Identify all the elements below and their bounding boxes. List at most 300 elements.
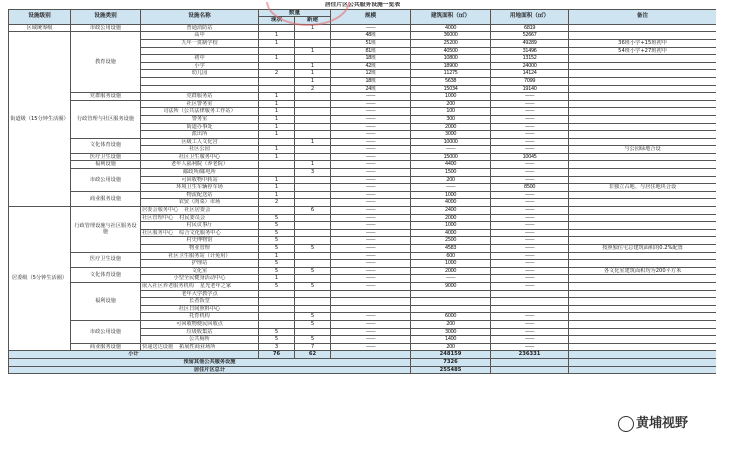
level-cell: 区域统筹级 bbox=[9, 24, 71, 32]
existing-cell bbox=[259, 24, 295, 32]
building-area-cell bbox=[411, 298, 491, 306]
subgroup-label: 社区服务中心 bbox=[142, 229, 174, 236]
name-cell: 街道办事处 bbox=[141, 123, 259, 131]
scale-cell: —— bbox=[331, 343, 411, 351]
building-area-cell: 4000 bbox=[411, 24, 491, 32]
name-cell: 幼儿园 bbox=[141, 70, 259, 78]
land-area-cell: —— bbox=[491, 320, 569, 328]
new-cell: 1 bbox=[295, 138, 331, 146]
existing-cell: 1 bbox=[259, 275, 295, 283]
name-cell: 警务室 bbox=[141, 115, 259, 123]
name-cell bbox=[141, 77, 259, 85]
new-cell bbox=[295, 290, 331, 298]
existing-cell: 5 bbox=[259, 237, 295, 245]
existing-cell: 1 bbox=[259, 93, 295, 101]
facility-name: 村民委员会 bbox=[179, 214, 206, 221]
name-cell: 物流配送站 bbox=[141, 191, 259, 199]
table-title: 居住片区公共服务设施一览表 bbox=[324, 2, 401, 8]
remarks-cell bbox=[569, 161, 717, 169]
building-area-cell: 11275 bbox=[411, 70, 491, 78]
table-row bbox=[9, 169, 717, 177]
remarks-cell bbox=[569, 138, 717, 146]
header-new: 新建 bbox=[295, 17, 331, 25]
existing-cell: 1 bbox=[259, 123, 295, 131]
name-cell: 文化室 bbox=[141, 267, 259, 275]
remarks-cell bbox=[569, 191, 717, 199]
scale-cell: —— bbox=[331, 93, 411, 101]
name-cell bbox=[141, 229, 259, 237]
table-row bbox=[9, 100, 717, 108]
existing-cell: 3 bbox=[259, 343, 295, 351]
land-area-cell bbox=[491, 298, 569, 306]
new-cell: 5 bbox=[295, 282, 331, 290]
land-area-cell bbox=[491, 290, 569, 298]
remarks-cell bbox=[569, 55, 717, 63]
existing-cell: 1 bbox=[259, 100, 295, 108]
existing-cell: 5 bbox=[259, 229, 295, 237]
land-area-cell: —— bbox=[491, 229, 569, 237]
existing-cell: 1 bbox=[259, 55, 295, 63]
name-cell: 九年一贯制学校 bbox=[141, 39, 259, 47]
wechat-logo-icon bbox=[618, 416, 634, 432]
new-cell: 5 bbox=[295, 267, 331, 275]
new-cell bbox=[295, 153, 331, 161]
new-cell bbox=[295, 108, 331, 116]
scale-cell: 51班 bbox=[331, 39, 411, 47]
name-cell: 普通消防站 bbox=[141, 24, 259, 32]
scale-cell: —— bbox=[331, 153, 411, 161]
new-cell bbox=[295, 123, 331, 131]
name-cell bbox=[141, 85, 259, 93]
building-area-cell: 2000 bbox=[411, 267, 491, 275]
scale-cell: —— bbox=[331, 138, 411, 146]
land-area-cell: 6819 bbox=[491, 24, 569, 32]
header-scale: 规模 bbox=[331, 9, 411, 24]
building-area-cell: —— bbox=[411, 146, 491, 154]
remarks-cell bbox=[569, 93, 717, 101]
category-cell: 福利设施 bbox=[71, 161, 141, 169]
existing-cell: 1 bbox=[259, 131, 295, 139]
land-area-cell: —— bbox=[491, 267, 569, 275]
watermark-text: 黄埔视野 bbox=[636, 416, 689, 431]
scale-cell: 48班 bbox=[331, 32, 411, 40]
new-cell bbox=[295, 55, 331, 63]
category-cell: 教育设施 bbox=[71, 32, 141, 93]
name-cell: 初中 bbox=[141, 55, 259, 63]
name-cell: 区级工人文化宫 bbox=[141, 138, 259, 146]
new-cell: 1 bbox=[295, 161, 331, 169]
land-area-cell: —— bbox=[491, 123, 569, 131]
building-area-cell: 200 bbox=[411, 100, 491, 108]
building-area-cell: 3000 bbox=[411, 328, 491, 336]
name-cell: 高中 bbox=[141, 32, 259, 40]
scale-cell: —— bbox=[331, 176, 411, 184]
scale-cell: 18班 bbox=[331, 55, 411, 63]
new-cell bbox=[295, 237, 331, 245]
land-area-cell: —— bbox=[491, 93, 569, 101]
new-cell bbox=[295, 93, 331, 101]
land-area-cell: —— bbox=[491, 343, 569, 351]
existing-cell bbox=[259, 47, 295, 55]
subtotal-scale bbox=[331, 351, 411, 359]
remarks-cell bbox=[569, 260, 717, 268]
building-area-cell: 200 bbox=[411, 320, 491, 328]
building-area-cell: 10000 bbox=[411, 138, 491, 146]
new-cell bbox=[295, 199, 331, 207]
scale-cell: 12班 bbox=[331, 70, 411, 78]
building-area-cell: 36000 bbox=[411, 32, 491, 40]
name-cell: 小型全民健身活动中心 bbox=[141, 275, 259, 283]
scale-cell: 81班 bbox=[331, 47, 411, 55]
existing-cell bbox=[259, 77, 295, 85]
name-cell: 老年大学教学点 bbox=[141, 290, 259, 298]
remarks-cell bbox=[569, 229, 717, 237]
name-cell: 司法所（公共法律服务工作站） bbox=[141, 108, 259, 116]
existing-cell: 1 bbox=[259, 191, 295, 199]
scale-cell bbox=[331, 298, 411, 306]
building-area-cell bbox=[411, 305, 491, 313]
land-area-cell: —— bbox=[491, 245, 569, 253]
building-area-cell: —— bbox=[411, 184, 491, 192]
name-cell: 垃圾收集站 bbox=[141, 328, 259, 336]
name-cell: 社区卫生服务中心 bbox=[141, 153, 259, 161]
remarks-cell bbox=[569, 237, 717, 245]
subgroup-label: 居委会服务中心 bbox=[142, 207, 179, 214]
category-cell: 医疗卫生设施 bbox=[71, 153, 141, 161]
building-area-cell: 100 bbox=[411, 108, 491, 116]
building-area-cell: 18900 bbox=[411, 62, 491, 70]
table-row bbox=[9, 267, 717, 275]
existing-cell bbox=[259, 169, 295, 177]
scale-cell: —— bbox=[331, 184, 411, 192]
table-row bbox=[9, 282, 717, 290]
name-cell: 可回收物中转站 bbox=[141, 176, 259, 184]
table-row bbox=[9, 252, 717, 260]
land-area-cell: —— bbox=[491, 100, 569, 108]
new-cell bbox=[295, 131, 331, 139]
scale-cell: —— bbox=[331, 229, 411, 237]
scale-cell: —— bbox=[331, 207, 411, 215]
existing-cell: 5 bbox=[259, 282, 295, 290]
new-cell: 6 bbox=[295, 207, 331, 215]
building-area-cell: 1500 bbox=[411, 169, 491, 177]
building-area-cell: 4000 bbox=[411, 229, 491, 237]
subtotal-remarks bbox=[569, 351, 717, 359]
scale-cell: —— bbox=[331, 252, 411, 260]
remarks-cell bbox=[569, 169, 717, 177]
land-area-cell: —— bbox=[491, 131, 569, 139]
remarks-cell bbox=[569, 214, 717, 222]
total-row bbox=[9, 366, 717, 374]
name-cell: 物业管理 bbox=[141, 245, 259, 253]
land-area-cell: 52667 bbox=[491, 32, 569, 40]
remarks-cell: 非独立占地、与居住地块合设 bbox=[569, 184, 717, 192]
remarks-cell bbox=[569, 62, 717, 70]
building-area-cell: —— bbox=[411, 275, 491, 283]
building-area-cell: 1000 bbox=[411, 93, 491, 101]
building-area-cell: 15000 bbox=[411, 153, 491, 161]
name-cell: 村史博物馆 bbox=[141, 237, 259, 245]
building-area-cell: 2400 bbox=[411, 207, 491, 215]
reserved-label: 预留其他公共服务设施 bbox=[9, 358, 411, 366]
new-cell: 3 bbox=[295, 169, 331, 177]
name-cell bbox=[141, 207, 259, 215]
remarks-cell: 与公园绿地合设 bbox=[569, 146, 717, 154]
building-area-cell: 15034 bbox=[411, 85, 491, 93]
existing-cell: 1 bbox=[259, 176, 295, 184]
land-area-cell: —— bbox=[491, 108, 569, 116]
name-cell bbox=[141, 343, 259, 351]
building-area-cell: 200 bbox=[411, 343, 491, 351]
category-cell: 党群服务设施 bbox=[71, 93, 141, 101]
existing-cell bbox=[259, 298, 295, 306]
new-cell bbox=[295, 39, 331, 47]
building-area-cell: 6000 bbox=[411, 313, 491, 321]
category-cell: 商业服务设施 bbox=[71, 343, 141, 351]
remarks-cell bbox=[569, 100, 717, 108]
land-area-cell: —— bbox=[491, 282, 569, 290]
facility-table-sheet bbox=[8, 2, 716, 438]
remarks-cell: 54班小学+27班初中 bbox=[569, 47, 717, 55]
scale-cell: —— bbox=[331, 169, 411, 177]
building-area-cell: 25200 bbox=[411, 39, 491, 47]
new-cell: 5 bbox=[295, 245, 331, 253]
remarks-cell bbox=[569, 115, 717, 123]
header-quantity: 数量 bbox=[259, 9, 331, 17]
land-area-cell: —— bbox=[491, 336, 569, 344]
category-cell: 医疗卫生设施 bbox=[71, 252, 141, 267]
scale-cell: —— bbox=[331, 245, 411, 253]
facility-name: 拓展性商业场所 bbox=[179, 343, 216, 350]
new-cell: 5 bbox=[295, 336, 331, 344]
land-area-cell: —— bbox=[491, 275, 569, 283]
table-row bbox=[9, 153, 717, 161]
name-cell: 村民议事厅 bbox=[141, 222, 259, 230]
existing-cell: 2 bbox=[259, 70, 295, 78]
building-area-cell: 4583 bbox=[411, 245, 491, 253]
scale-cell: —— bbox=[331, 214, 411, 222]
name-cell bbox=[141, 282, 259, 290]
remarks-cell bbox=[569, 131, 717, 139]
subtotal-building-area: 248159 bbox=[411, 351, 491, 359]
total-label: 居住片区总计 bbox=[9, 366, 411, 374]
category-cell: 文化体育设施 bbox=[71, 138, 141, 153]
subtotal-row bbox=[9, 351, 717, 359]
land-area-cell bbox=[491, 305, 569, 313]
remarks-cell bbox=[569, 24, 717, 32]
header-remarks: 备注 bbox=[569, 9, 717, 24]
scale-cell: —— bbox=[331, 191, 411, 199]
new-cell: 7 bbox=[295, 343, 331, 351]
remarks-cell bbox=[569, 108, 717, 116]
name-cell bbox=[141, 214, 259, 222]
name-cell: 老年人福利院（养老院） bbox=[141, 161, 259, 169]
table-row bbox=[9, 32, 717, 40]
remarks-cell bbox=[569, 305, 717, 313]
building-area-cell: 2000 bbox=[411, 214, 491, 222]
table-row bbox=[9, 320, 717, 328]
table-row bbox=[9, 191, 717, 199]
total-land-area bbox=[491, 366, 569, 374]
existing-cell bbox=[259, 305, 295, 313]
land-area-cell: —— bbox=[491, 138, 569, 146]
header-level: 设施级别 bbox=[9, 9, 71, 24]
building-area-cell: 4400 bbox=[411, 161, 491, 169]
remarks-cell: 36班小学+15班初中 bbox=[569, 39, 717, 47]
subtotal-new: 62 bbox=[295, 351, 331, 359]
scale-cell: 18班 bbox=[331, 77, 411, 85]
category-cell: 市政公用设施 bbox=[71, 320, 141, 343]
subtotal-label: 小计 bbox=[9, 351, 259, 359]
total-remarks bbox=[569, 366, 717, 374]
subtotal-land-area: 236331 bbox=[491, 351, 569, 359]
scale-cell: —— bbox=[331, 328, 411, 336]
subgroup-label: 嵌入社区养老服务机构 bbox=[142, 282, 194, 289]
category-cell: 文化体育设施 bbox=[71, 267, 141, 282]
header-name: 设施名称 bbox=[141, 9, 259, 24]
name-cell: 农贸（肉菜）市场 bbox=[141, 199, 259, 207]
scale-cell: —— bbox=[331, 100, 411, 108]
table-row bbox=[9, 207, 717, 215]
new-cell: 1 bbox=[295, 62, 331, 70]
scale-cell: —— bbox=[331, 313, 411, 321]
remarks-cell bbox=[569, 313, 717, 321]
building-area-cell: 2000 bbox=[411, 123, 491, 131]
remarks-cell bbox=[569, 176, 717, 184]
existing-cell: 1 bbox=[259, 115, 295, 123]
name-cell: 托育机构 bbox=[141, 313, 259, 321]
existing-cell bbox=[259, 290, 295, 298]
name-cell: 邮政所/邮电所 bbox=[141, 169, 259, 177]
remarks-cell bbox=[569, 328, 717, 336]
facility-table bbox=[8, 2, 716, 374]
remarks-cell bbox=[569, 222, 717, 230]
building-area-cell: 1000 bbox=[411, 191, 491, 199]
land-area-cell: —— bbox=[491, 207, 569, 215]
name-cell: 社区卫生服务站（计免用） bbox=[141, 252, 259, 260]
table-row bbox=[9, 24, 717, 32]
land-area-cell: 31496 bbox=[491, 47, 569, 55]
land-area-cell: 10045 bbox=[491, 153, 569, 161]
remarks-cell bbox=[569, 77, 717, 85]
building-area-cell: 4000 bbox=[411, 199, 491, 207]
existing-cell: 5 bbox=[259, 267, 295, 275]
new-cell bbox=[295, 184, 331, 192]
scale-cell bbox=[331, 305, 411, 313]
new-cell bbox=[295, 191, 331, 199]
header-existing: 现状 bbox=[259, 17, 295, 25]
scale-cell: —— bbox=[331, 108, 411, 116]
remarks-cell bbox=[569, 336, 717, 344]
header-building-area: 建筑面积（㎡） bbox=[411, 9, 491, 24]
category-cell: 市政公用设施 bbox=[71, 24, 141, 32]
new-cell bbox=[295, 176, 331, 184]
scale-cell: —— bbox=[331, 131, 411, 139]
scale-cell bbox=[331, 290, 411, 298]
land-area-cell: 8500 bbox=[491, 184, 569, 192]
existing-cell: 1 bbox=[259, 146, 295, 154]
watermark bbox=[618, 412, 688, 432]
name-cell: 环境卫生车辆停车场 bbox=[141, 184, 259, 192]
scale-cell: —— bbox=[331, 237, 411, 245]
existing-cell: 1 bbox=[259, 184, 295, 192]
name-cell: 社区公园 bbox=[141, 146, 259, 154]
existing-cell bbox=[259, 62, 295, 70]
new-cell: 1 bbox=[295, 24, 331, 32]
new-cell bbox=[295, 305, 331, 313]
scale-cell: 24班 bbox=[331, 85, 411, 93]
scale-cell: —— bbox=[331, 260, 411, 268]
existing-cell: 5 bbox=[259, 245, 295, 253]
land-area-cell: —— bbox=[491, 237, 569, 245]
land-area-cell: —— bbox=[491, 161, 569, 169]
new-cell bbox=[295, 146, 331, 154]
land-area-cell: 14124 bbox=[491, 70, 569, 78]
building-area-cell: 9000 bbox=[411, 282, 491, 290]
scale-cell: —— bbox=[331, 222, 411, 230]
scale-cell: —— bbox=[331, 161, 411, 169]
remarks-cell: 按照独住宅总建筑面积的0.2%配置 bbox=[569, 245, 717, 253]
land-area-cell: —— bbox=[491, 214, 569, 222]
land-area-cell: 7099 bbox=[491, 77, 569, 85]
new-cell: 2 bbox=[295, 85, 331, 93]
category-cell: 市政公用设施 bbox=[71, 169, 141, 192]
new-cell: 5 bbox=[295, 320, 331, 328]
existing-cell: 1 bbox=[259, 153, 295, 161]
reserved-building-area: 7326 bbox=[411, 358, 491, 366]
name-cell: 小学 bbox=[141, 62, 259, 70]
name-cell: 可回收物便民回收点 bbox=[141, 320, 259, 328]
land-area-cell: —— bbox=[491, 115, 569, 123]
new-cell: 1 bbox=[295, 47, 331, 55]
subgroup-label: 快递送达设施 bbox=[142, 343, 174, 350]
new-cell: 1 bbox=[295, 77, 331, 85]
land-area-cell: 19140 bbox=[491, 85, 569, 93]
new-cell bbox=[295, 214, 331, 222]
name-cell: 社区警务室 bbox=[141, 100, 259, 108]
header-land-area: 用地面积（㎡） bbox=[491, 9, 569, 24]
table-row bbox=[9, 93, 717, 101]
existing-cell bbox=[259, 320, 295, 328]
existing-cell bbox=[259, 207, 295, 215]
reserved-row bbox=[9, 358, 717, 366]
table-body bbox=[9, 24, 717, 351]
remarks-cell bbox=[569, 290, 717, 298]
existing-cell: 2 bbox=[259, 199, 295, 207]
land-area-cell: —— bbox=[491, 328, 569, 336]
remarks-cell bbox=[569, 207, 717, 215]
remarks-cell bbox=[569, 153, 717, 161]
facility-name: 社区居委会 bbox=[184, 207, 211, 214]
land-area-cell: —— bbox=[491, 199, 569, 207]
remarks-cell bbox=[569, 320, 717, 328]
new-cell bbox=[295, 32, 331, 40]
remarks-cell bbox=[569, 252, 717, 260]
land-area-cell: 24000 bbox=[491, 62, 569, 70]
existing-cell: 5 bbox=[259, 260, 295, 268]
category-cell: 福利设施 bbox=[71, 282, 141, 320]
building-area-cell: 600 bbox=[411, 252, 491, 260]
scale-cell: —— bbox=[331, 320, 411, 328]
scale-cell: —— bbox=[331, 123, 411, 131]
land-area-cell: —— bbox=[491, 169, 569, 177]
existing-cell: 1 bbox=[259, 252, 295, 260]
scale-cell: —— bbox=[331, 115, 411, 123]
building-area-cell: 5638 bbox=[411, 77, 491, 85]
facility-name: 综合文化服务中心 bbox=[179, 229, 221, 236]
scale-cell: —— bbox=[331, 336, 411, 344]
building-area-cell: 2500 bbox=[411, 237, 491, 245]
